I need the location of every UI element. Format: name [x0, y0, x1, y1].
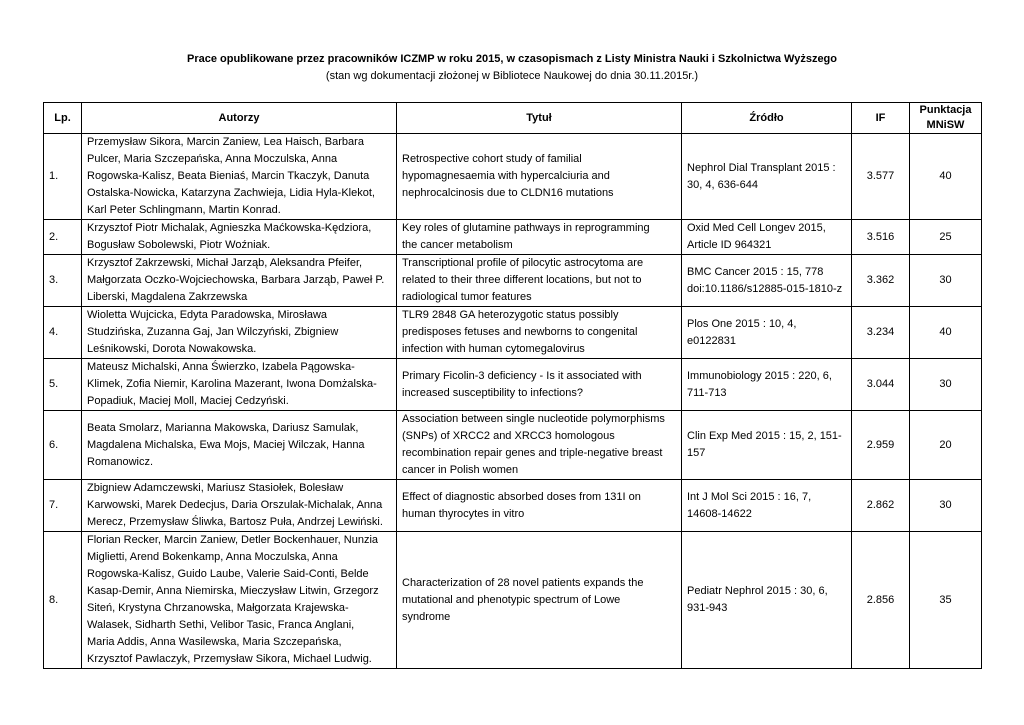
row-authors: Krzysztof Zakrzewski, Michał Jarząb, Aleksandra Pfeifer, Małgorzata Oczko-Wojciechowska, Barbara Jarząb, Paweł P. Liberski, Magdalena Zakrzewska	[82, 255, 397, 307]
row-if: 3.044	[852, 359, 910, 411]
row-points: 30	[910, 480, 982, 532]
row-points: 30	[910, 359, 982, 411]
table-row	[44, 359, 982, 411]
document-title: Prace opublikowane przez pracowników ICZMP w roku 2015, w czasopismach z Listy Ministra Nauki i Szkolnictwa Wyższego	[187, 53, 837, 65]
row-title: Effect of diagnostic absorbed doses from 131I on human thyrocytes in vitro	[397, 480, 682, 532]
row-title: Key roles of glutamine pathways in reprogramming the cancer metabolism	[397, 220, 682, 255]
row-source: BMC Cancer 2015 : 15, 778 doi:10.1186/s12885-015-1810-z	[682, 255, 852, 307]
row-authors: Wioletta Wujcicka, Edyta Paradowska, Mirosława Studzińska, Zuzanna Gaj, Jan Wilczyński, Zbigniew Leśnikowski, Dorota Nowakowska.	[82, 307, 397, 359]
row-num: 6.	[44, 411, 82, 480]
row-authors: Beata Smolarz, Marianna Makowska, Dariusz Samulak, Magdalena Michalska, Ewa Mojs, Maciej Wilczak, Hanna Romanowicz.	[82, 411, 397, 480]
row-title: Transcriptional profile of pilocytic astrocytoma are related to their three different locations, but not to radiological tumor features	[397, 255, 682, 307]
row-title: Retrospective cohort study of familial hypomagnesaemia with hypercalciuria and nephrocalcinosis due to CLDN16 mutations	[397, 134, 682, 220]
header-num: Lp.	[44, 103, 82, 134]
row-title: Characterization of 28 novel patients expands the mutational and phenotypic spectrum of Lowe syndrome	[397, 532, 682, 669]
row-num: 4.	[44, 307, 82, 359]
table-row	[44, 411, 982, 480]
row-points: 35	[910, 532, 982, 669]
row-authors: Mateusz Michalski, Anna Świerzko, Izabela Pągowska- Klimek, Zofia Niemir, Karolina Mazerant, Iwona Domżalska- Popadiuk, Maciej Moll, Maciej Cedzyński.	[82, 359, 397, 411]
row-authors: Zbigniew Adamczewski, Mariusz Stasiołek, Bolesław Karwowski, Marek Dedecjus, Daria Orszulak-Michalak, Anna Merecz, Przemysław Śliwka, Bartosz Puła, Andrzej Lewiński.	[82, 480, 397, 532]
table-row	[44, 532, 982, 669]
document-subtitle: (stan wg dokumentacji złożonej w Bibliotece Naukowej do dnia 30.11.2015r.)	[325, 70, 699, 82]
header-source: Źródło	[682, 103, 852, 134]
row-num: 8.	[44, 532, 82, 669]
row-if: 3.577	[852, 134, 910, 220]
row-source: Pediatr Nephrol 2015 : 30, 6, 931-943	[682, 532, 852, 669]
header-points: Punktacja MNiSW	[910, 103, 982, 134]
row-title: Primary Ficolin-3 deficiency - Is it associated with increased susceptibility to infections?	[397, 359, 682, 411]
table-row	[44, 480, 982, 532]
row-source: Oxid Med Cell Longev 2015, Article ID 964321	[682, 220, 852, 255]
row-points: 30	[910, 255, 982, 307]
row-if: 2.862	[852, 480, 910, 532]
row-source: Nephrol Dial Transplant 2015 : 30, 4, 636-644	[682, 134, 852, 220]
row-if: 3.516	[852, 220, 910, 255]
row-title: Association between single nucleotide polymorphisms (SNPs) of XRCC2 and XRCC3 homologous recombination repair genes and triple-negative breast cancer in Polish women	[397, 411, 682, 480]
row-num: 7.	[44, 480, 82, 532]
table-row	[44, 307, 982, 359]
row-authors: Przemysław Sikora, Marcin Zaniew, Lea Haisch, Barbara Pulcer, Maria Szczepańska, Anna Moczulska, Anna Rogowska-Kalisz, Beata Bieniaś, Marcin Tkaczyk, Danuta Ostalska-Nowicka, Katarzyna Zachwieja, Lidia Hyla-Klekot, Karl Peter Schlingmann, Martin Konrad.	[82, 134, 397, 220]
row-authors: Florian Recker, Marcin Zaniew, Detler Bockenhauer, Nunzia Miglietti, Arend Bokenkamp, Anna Moczulska, Anna Rogowska-Kalisz, Guido Laube, Valerie Said-Conti, Belde Kasap-Demir, Anna Niemirska, Mieczysław Litwin, Grzegorz Siteń, Krystyna Chrzanowska, Małgorzata Krajewska- Walasek, Sidharth Sethi, Velibor Tasic, Franca Anglani, Maria Addis, Anna Wasilewska, Maria Szczepańska, Krzysztof Pawlaczyk, Przemysław Sikora, Michael Ludwig.	[82, 532, 397, 669]
row-source: Immunobiology 2015 : 220, 6, 711-713	[682, 359, 852, 411]
row-authors: Krzysztof Piotr Michalak, Agnieszka Maćkowska-Kędziora, Bogusław Sobolewski, Piotr Woźniak.	[82, 220, 397, 255]
row-points: 40	[910, 307, 982, 359]
row-points: 40	[910, 134, 982, 220]
row-title: TLR9 2848 GA heterozygotic status possibly predisposes fetuses and newborns to congenital infection with human cytomegalovirus	[397, 307, 682, 359]
row-source: Int J Mol Sci 2015 : 16, 7, 14608-14622	[682, 480, 852, 532]
publications-table	[43, 102, 982, 669]
row-if: 3.362	[852, 255, 910, 307]
row-points: 20	[910, 411, 982, 480]
header-title: Tytuł	[397, 103, 682, 134]
row-if: 2.959	[852, 411, 910, 480]
row-if: 2.856	[852, 532, 910, 669]
row-num: 2.	[44, 220, 82, 255]
header-authors: Autorzy	[82, 103, 397, 134]
header-if: IF	[852, 103, 910, 134]
row-num: 3.	[44, 255, 82, 307]
row-source: Clin Exp Med 2015 : 15, 2, 151- 157	[682, 411, 852, 480]
row-num: 1.	[44, 134, 82, 220]
row-source: Plos One 2015 : 10, 4, e0122831	[682, 307, 852, 359]
row-num: 5.	[44, 359, 82, 411]
table-row	[44, 255, 982, 307]
table-header-row	[44, 103, 982, 134]
row-if: 3.234	[852, 307, 910, 359]
row-points: 25	[910, 220, 982, 255]
table-row	[44, 134, 982, 220]
table-row	[44, 220, 982, 255]
